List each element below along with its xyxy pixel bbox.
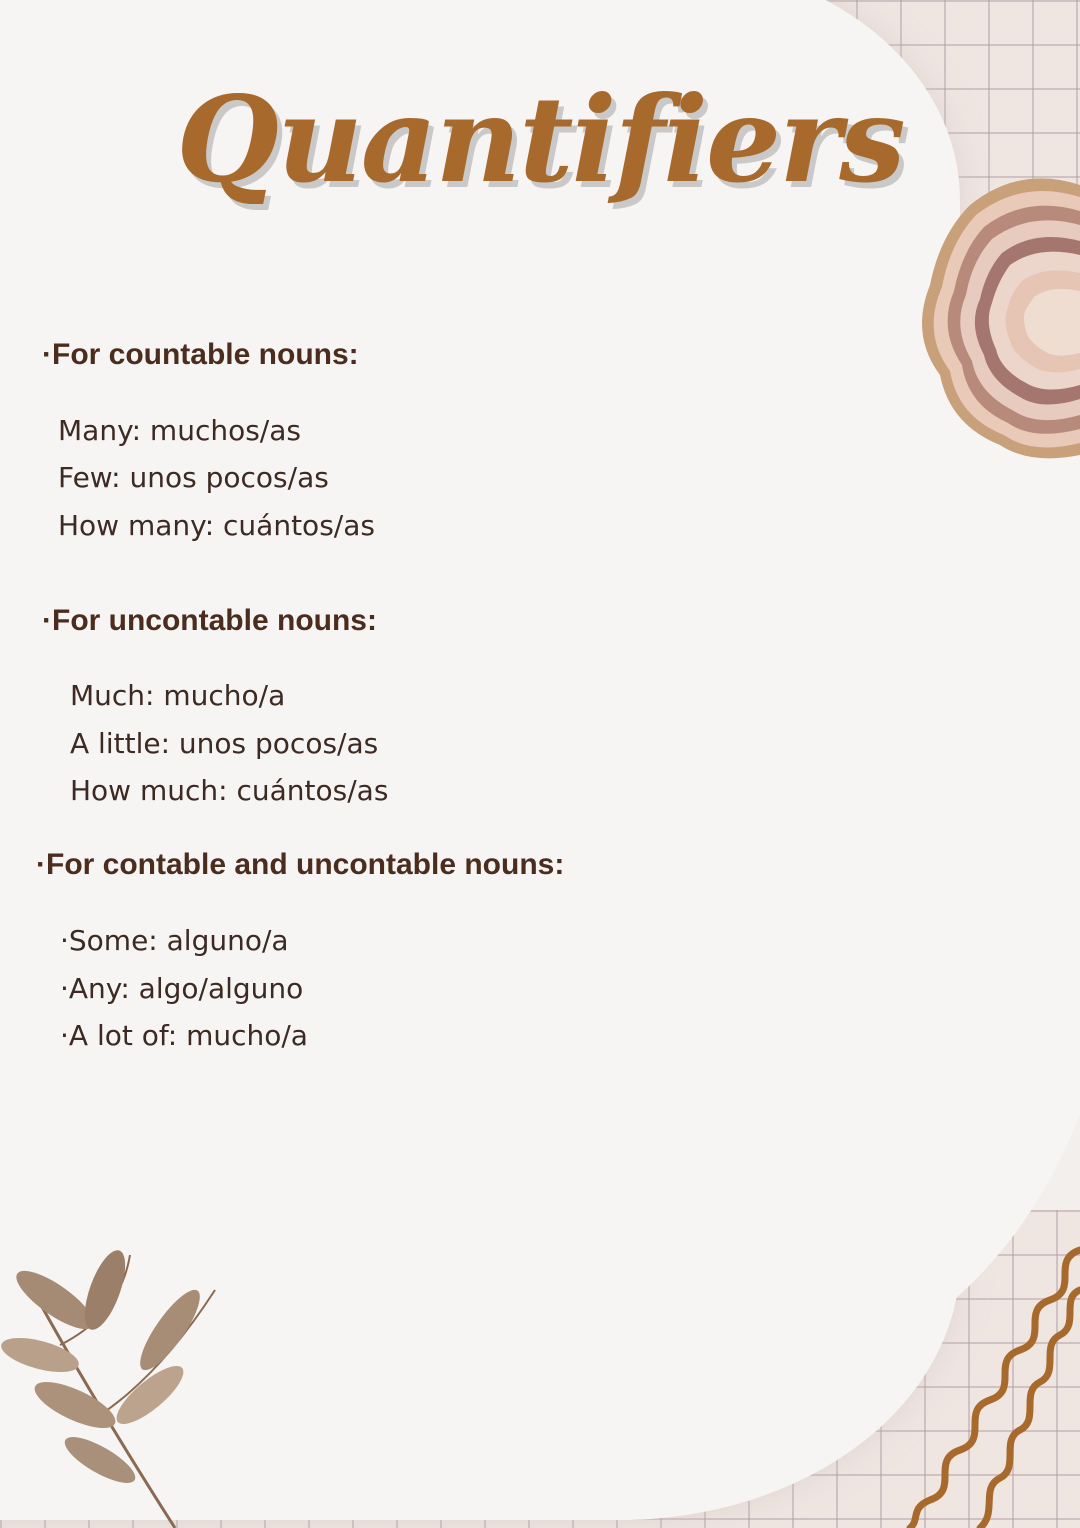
list-item: Many: muchos/as bbox=[58, 414, 301, 447]
list-item: How many: cuántos/as bbox=[58, 509, 375, 542]
section-heading-countable: ·For countable nouns: bbox=[42, 338, 359, 371]
list-item: ·Some: alguno/a bbox=[60, 924, 289, 957]
list-item: A little: unos pocos/as bbox=[70, 727, 379, 760]
leaf-branch-icon bbox=[0, 1245, 230, 1528]
section-heading-uncountable: ·For uncontable nouns: bbox=[42, 604, 377, 637]
list-item: Much: mucho/a bbox=[70, 679, 286, 712]
section-heading-both: ·For contable and uncontable nouns: bbox=[36, 848, 565, 881]
list-item: How much: cuántos/as bbox=[70, 774, 389, 807]
list-item: ·A lot of: mucho/a bbox=[60, 1019, 308, 1052]
agate-stone-icon bbox=[910, 165, 1080, 465]
page-title: Quantifiers bbox=[176, 70, 904, 209]
wavy-lines-icon bbox=[880, 1240, 1080, 1528]
list-item: Few: unos pocos/as bbox=[58, 461, 329, 494]
list-item: ·Any: algo/alguno bbox=[60, 972, 304, 1005]
